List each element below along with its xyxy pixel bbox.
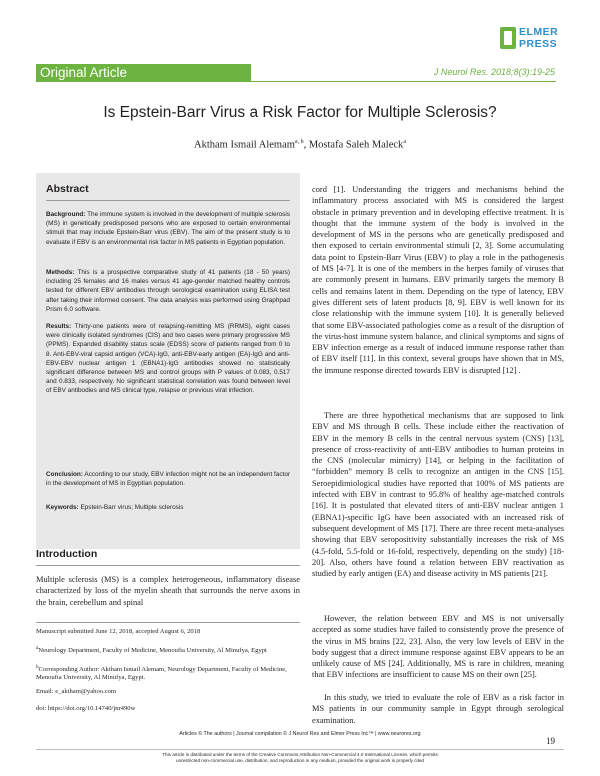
publisher-logo-icon [500,27,516,49]
abstract-heading: Abstract [46,183,89,195]
publisher-logo-text-bottom: PRESS [519,38,558,50]
footer-license-line: This article is distributed under the terms of the Creative Commons Attribution Non-Commercial 4.0 International License, which permits [162,752,438,757]
abstract-label: Background: [46,211,86,218]
abstract-label: Conclusion: [46,471,83,478]
introduction-paragraph: Multiple sclerosis (MS) is a complex heterogeneous, inflammatory disease characterized by loss of the myelin sheath that surrounds the nerve axons in the brain, cerebellum and spinal [36,575,300,607]
abstract-label: Results: [46,323,72,330]
abstract-text: This is a prospective comparative study of 41 patients (18 - 50 years) including 25 females and 16 males versus 41 age-gender matched healthy controls tested for different EBV antibodies through serological examination using ELISA test after taking their informed consent. The data analysis was performed using Graphpad Prism 6.0 software. [46,269,290,313]
abstract-label: Methods: [46,269,75,276]
body-paragraph: In this study, we tried to evaluate the role of EBV as a risk factor in MS patients in our community sample in Egypt through serological examination. [312,693,564,725]
abstract-text: According to our study, EBV infection might not be an independent factor in the development of MS in Egyptian population. [46,471,290,488]
author-name: Mostafa Saleh Maleck [308,139,404,151]
abstract-results [46,322,290,396]
body-paragraph: cord [1]. Understanding the triggers and mechanisms behind the inflammatory process associated with MS is considered the largest obstacle in primary prevention and in developing effective treatment. It is thought that the immune system of the body is involved in the development of MS in the persons who are genetically predisposed and then exposed to certain environmental stimuli [2, 3]. Some accumulating data point to Epstein-Barr Virus (EBV) to play a role in the pathogenesis of MS [4-7]. It is one of the members in the herpes family of viruses that are commonly present in humans. EBV primarily targets the memory B cells and remains latent in them. Depending on the type of latency, EBV gives different sets of latent products [8, 9]. EBV is well known for its close relationship with the immune system [10]. It is generally believed that some EBV-associated pathologies come as a result of the disruption of the virus-host immune system balance, and clinical symptoms and signs of EBV infection emerge as a result of induced immune response rather than of EBV itself [11]. In this context, several groups have shown that in MS, the immune response directed towards EBV is disrupted [12] . [312,185,564,375]
footer-divider [36,749,564,750]
paper-title: Is Epstein-Barr Virus a Risk Factor for Multiple Sclerosis? [103,104,497,121]
page-number: 19 [546,736,555,746]
author-email: Email: e_aktham@yahoo.com [36,688,117,695]
affiliation-mark: a [36,646,39,651]
section-label: Original Article [40,65,128,80]
author-separator: , [303,139,309,151]
author-line [36,139,564,151]
abstract-methods [46,268,290,314]
abstract-text: Epstein-Barr virus; Multiple sclerosis [78,504,184,511]
corresponding-author [36,664,300,683]
affiliation-text: Neurology Department, Faculty of Medicine, Menoufia University, Al Minufya, Egypt [38,647,267,655]
affiliation-mark: b [36,665,39,670]
banner-divider [251,81,556,82]
introduction-heading: Introduction [36,548,98,560]
abstract-text: The immune system is involved in the development of multiple sclerosis (MS) in genetically predisposed persons who are exposed to certain environmental stimuli that may include Epstein-Barr virus (EBV). The aim of the present study is to evaluate if EBV is an environmental risk factor in MS patients in Egyptian population. [46,211,290,246]
abstract-background [46,210,290,247]
abstract-divider [46,200,290,201]
footer-license-line: unrestricted non-commercial use, distribution, and reproduction in any medium, provided the original work is properly cited [176,758,424,763]
body-paragraph: However, the relation between EBV and MS is not universally accepted as some studies have failed to consistently prove the presence of the virus in MS brains [22, 23]. Also, the very low levels of EBV in the body suggest that a direct immune response against EBV appears to be an unlikely cause of MS [24]. Additionally, MS is rare in children, meaning that EBV infections are insufficient to cause MS on their own [25]. [312,614,564,680]
author-name: Aktham Ismail Alemam [194,139,295,151]
body-paragraph: There are three hypothetical mechanisms that are supposed to link EBV and MS through B cells. These include either the reactivation of EBV in the memory B cells in the central nervous system (CNS) [13], presence of cross-reactivity of anti-EBV antibodies to human proteins in the CNS (molecular mimicry) [14], or helping in the facilitation of “forbidden” memory B cells to recognize an antigen in the CNS [15]. Seroepidimiological studies have reported that 100% of MS patients are infected with EBV in contrast to 95.8% of healthy age-matched controls [16]. It is postulated that elevated titers of anti-EBV nuclear antigen 1 (EBNA1)-specific IgG have been associated with an increased risk of subsequent development of MS [17]. There are three recent meta-analyses showing that EBV seropositivity substantially increases the risk of MS (4.5-fold, 5.5-fold or 16-fold, respectively, depending on the study) [18-20]. Also, others have found a relation between EBV reactivation as studied by early antigen (EA) and disease activity in MS patients [21]. [312,411,564,579]
affiliation-a [36,645,300,655]
publisher-logo-text-top: ELMER [519,26,559,38]
affiliation-text: Corresponding Author: Aktham Ismail Alemam, Neurology Department, Faculty of Medicine, Menoufia University, Al Minufya, Egypt. [36,666,287,682]
footer-copyright: Articles © The authors | Journal compilation © J Neurol Res and Elmer Press Inc™ | www.neurores.org [179,731,421,737]
doi-link[interactable]: doi: https://doi.org/10.14740/jnr490w [36,705,136,712]
submission-dates: Manuscript submitted June 12, 2018, accepted August 6, 2018 [36,628,201,635]
author-affiliation-mark: a [403,139,406,145]
abstract-text: Thirty-one patients were of relapsing-remitting MS (RRMS), eight cases were clinically isolated syndromes (CIS) and two cases were primary progressive MS (PPMS). Expanded disability status scale (EDSS) score of patients ranged from 0 to 8. Anti-EBV-viral capsid antigen (VCA)-IgG, anti-EBV-early antigen (EA)-IgG and anti-EBV-EBV nuclear antigen 1 (EBNA1)-IgG antibodies showed no statistically significant difference between MS and control groups with P values of 0.083, 0.517 and 0.833, respectively. No significant statistical correlation was found between level of EBV antibodies and MS clinical type, relapse or previous viral infection. [46,323,290,395]
abstract-keywords [46,503,290,512]
introduction-divider [36,565,300,566]
abstract-label: Keywords: [46,504,79,511]
footnote-divider [36,622,300,623]
abstract-conclusion [46,470,290,488]
journal-reference: J Neurol Res. 2018;8(3):19-25 [433,67,555,77]
author-affiliation-mark: a, b [294,139,304,145]
